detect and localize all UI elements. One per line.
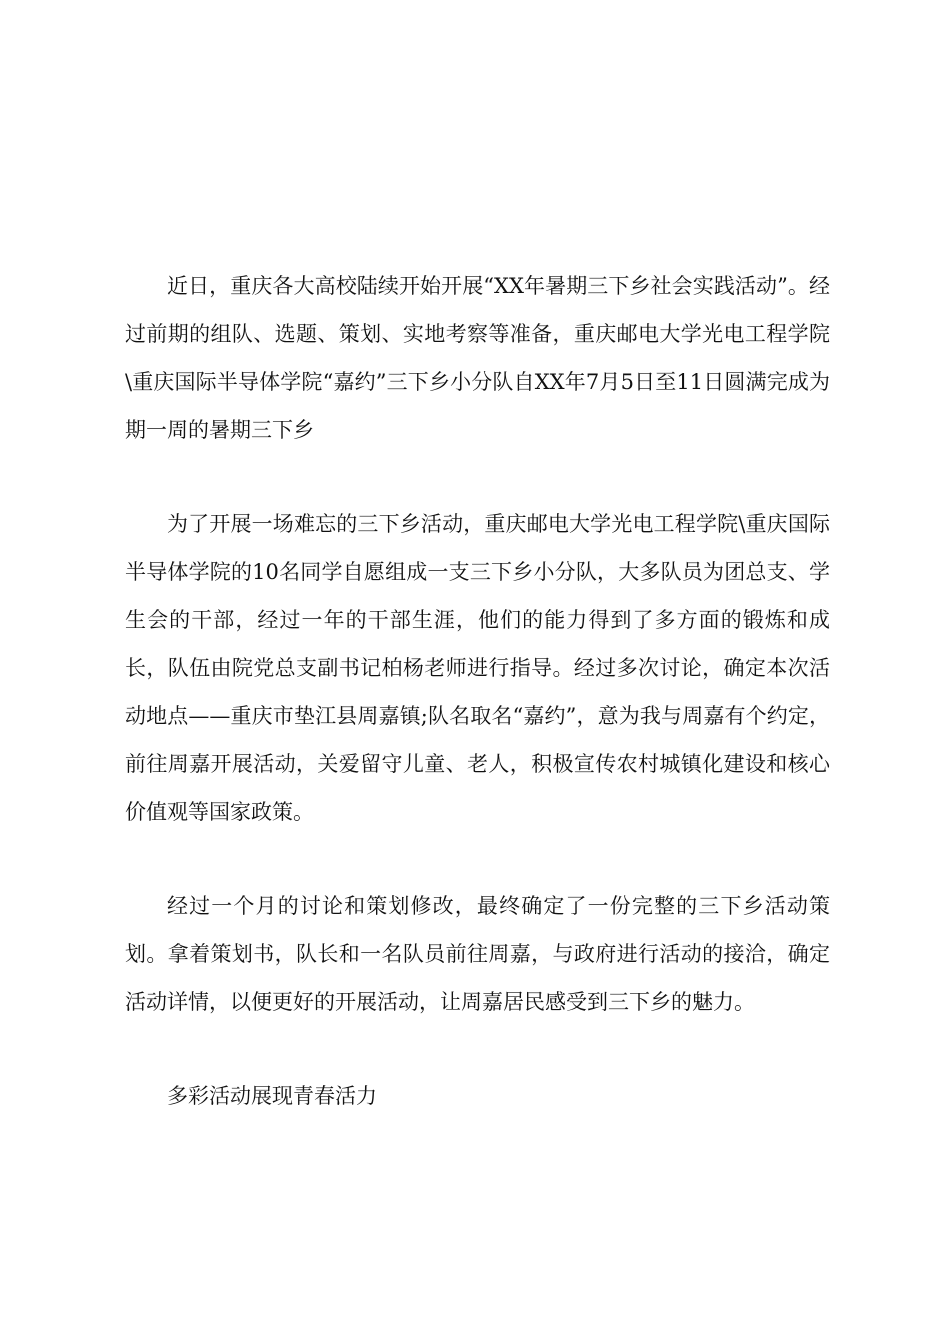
document-body (125, 262, 830, 1120)
paragraph-team: 为了开展一场难忘的三下乡活动，重庆邮电大学光电工程学院\重庆国际半导体学院的10名同学自愿组成一支三下乡小分队，大多队员为团总支、学生会的干部，经过一年的干部生涯，他们的能力得到了多方面的锻炼和成长，队伍由院党总支副书记柏杨老师进行指导。经过多次讨论，确定本次活动地点——重庆市垫江县周嘉镇;队名取名“嘉约”，意为我与周嘉有个约定，前往周嘉开展活动，关爱留守儿童、老人，积极宣传农村城镇化建设和核心价值观等国家政策。 (125, 512, 830, 824)
section-heading: 多彩活动展现青春活力 (167, 1084, 377, 1108)
paragraph-planning: 经过一个月的讨论和策划修改，最终确定了一份完整的三下乡活动策划。拿着策划书，队长和一名队员前往周嘉，与政府进行活动的接洽，确定活动详情，以便更好的开展活动，让周嘉居民感受到三下乡的魅力。 (125, 894, 830, 1014)
paragraph-intro: 近日，重庆各大高校陆续开始开展“XX年暑期三下乡社会实践活动”。经过前期的组队、选题、策划、实地考察等准备，重庆邮电大学光电工程学院\重庆国际半导体学院“嘉约”三下乡小分队自XX年7月5日至11日圆满完成为期一周的暑期三下乡 (125, 274, 830, 442)
